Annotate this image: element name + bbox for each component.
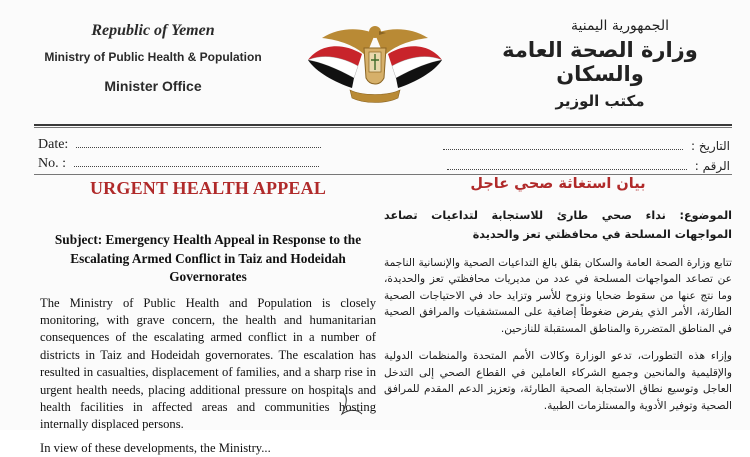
flag-right-icon	[388, 46, 442, 88]
date-label: Date:	[38, 137, 69, 152]
appeal-title-english: URGENT HEALTH APPEAL	[89, 178, 327, 198]
arabic-column	[384, 176, 732, 430]
body-paragraph-english: The Ministry of Public Health and Population is closely monitoring, with grave concern, the health and humanitarian consequences of the escalating armed conflict in a number of districts in Taiz and Hodeidah governorates. The escalation has resulted in casualties, displacement of families, and a sharp rise in urgent health needs, placing additional pressure on hospitals and health facilities in affected areas and communities hosting internally displaced persons.	[40, 295, 376, 432]
flag-left-icon	[308, 46, 362, 88]
number-field-arabic	[447, 159, 730, 173]
republic-name-english: Republic of Yemen	[91, 22, 215, 39]
republic-name-arabic: الجمهورية اليمنية	[570, 18, 669, 34]
body-paragraph-english-2: In view of these developments, the Ministry...	[40, 440, 271, 455]
date-field-english	[38, 137, 321, 153]
date-label-arabic: التاريخ :	[690, 139, 730, 153]
header-divider	[34, 124, 732, 126]
subject-arabic: الموضوع: نداء صحي طارئ للاستجابة لتداعيات تصاعد المواجهات المسلحة في محافظتي تعز والحديدة	[384, 209, 732, 241]
subject-english: Subject: Emergency Health Appeal in Response to the Escalating Armed Conflict in Taiz and Hodeidah Governorates	[54, 232, 362, 284]
meta-divider	[34, 174, 732, 175]
date-field-arabic	[443, 139, 730, 153]
header-divider-thin	[34, 127, 732, 128]
office-name-arabic: مكتب الوزير	[555, 92, 645, 110]
office-name-english: Minister Office	[104, 78, 202, 94]
yemen-eagle-emblem	[300, 20, 450, 112]
number-label-arabic: الرقم :	[694, 159, 730, 173]
letterhead-english	[18, 22, 288, 94]
letterhead-arabic	[470, 18, 730, 110]
appeal-title-arabic: بيان استغاثة صحي عاجل	[470, 176, 646, 192]
date-blank-arabic	[443, 149, 683, 150]
body-paragraph-arabic-1: تتابع وزارة الصحة العامة والسكان بقلق بالغ التداعيات الصحية والإنسانية الناجمة عن تصاعد المواجهات المسلحة في عدد من مديريات محافظتي تعز والحديدة، وما نتج عنها من سقوط ضحايا ونزوح للأسر وتزايد حاد في الاحتياجات الصحية الطارئة، الأمر الذي يفرض ضغوطاً إضافية على المستشفيات والمرافق الصحية في المناطق المتضررة والمناطق المستقبلة للنازحين.	[384, 256, 732, 335]
number-blank-arabic	[447, 169, 687, 170]
body-paragraph-arabic-2: وإزاء هذه التطورات، تدعو الوزارة وكالات الأمم المتحدة والمنظمات الدولية والإقليمية والمانحين وجميع الشركاء العاملين في القطاع الصحي إلى التدخل العاجل وتوسيع نطاق الاستجابة الصحية الطارئة، وتعزيز الدعم المقدم للمرافق الصحية وتوفير الأدوية والمستلزمات الطبية.	[384, 350, 732, 412]
date-blank	[76, 147, 321, 148]
signature-stroke-icon	[336, 384, 376, 424]
number-field-english	[38, 156, 319, 172]
ministry-name-arabic: وزارة الصحة العامة والسكان	[502, 38, 698, 86]
ministry-name-english: Ministry of Public Health & Population	[44, 50, 262, 64]
number-blank	[74, 166, 319, 167]
english-column	[40, 178, 376, 455]
number-label: No. :	[38, 156, 66, 171]
